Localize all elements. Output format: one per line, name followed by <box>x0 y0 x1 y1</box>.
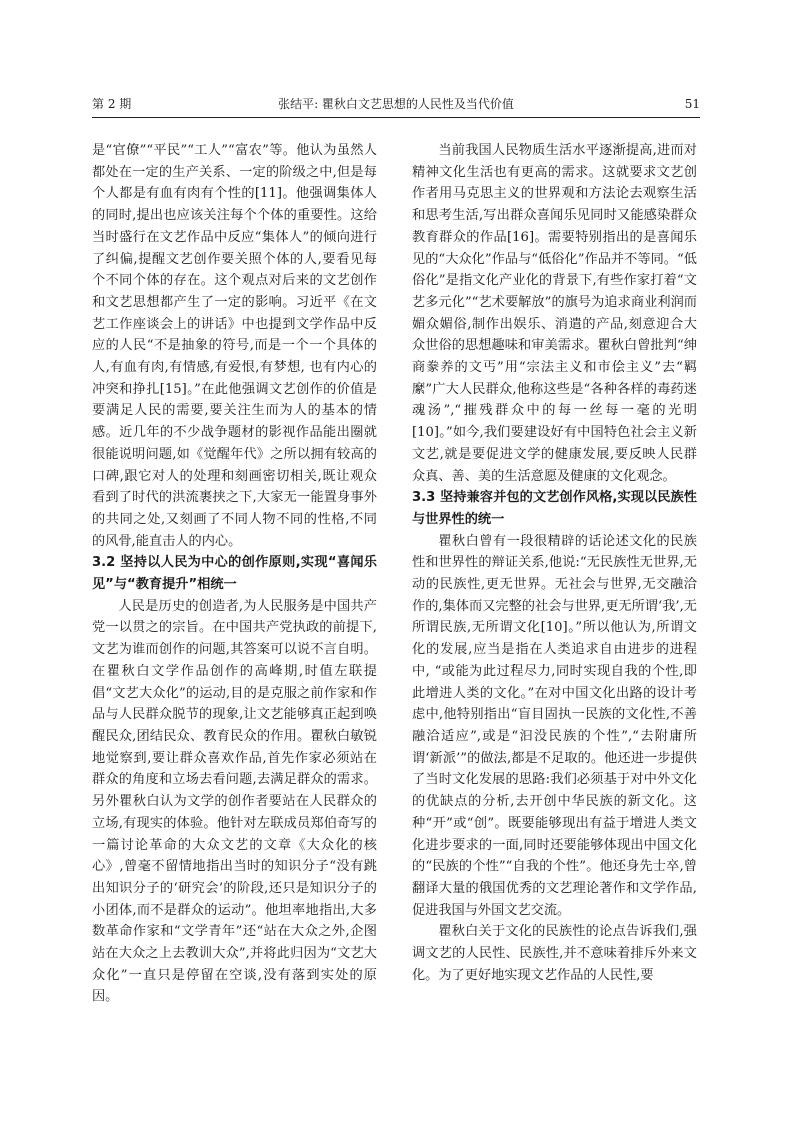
paragraph: 瞿秋白曾有一段很精辟的话论述文化的民族性和世界性的辩证关系,他说:“无民族性无世界,无动的民族性,更无世界。无社会与世界,无交融洽作的,集体而又完整的社会与世界,更无所谓‘我’,无所谓民族,无所谓文化[10]。”所以他认为,所谓文化的发展,应当是指在人类追求自由进步的进程中, “或能为此过程尽力,同时实现自我的个性,即此增进人类的文化。”在对中国文化出路的设计考虑中,他特别指出“盲目固执一民族的文化性,不善融洽适应”,或是“汩没民族的个性”,“去附庸所谓‘新派’”的做法,都是不足取的。他还进一步提供了当时文化发展的思路:我们必须基于对中外文化的优缺点的分析,去开创中华民族的新文化。这种“开”或“创”。既要能够现出有益于增进人类文化进步要求的一面,同时还要能够体现出中国文化的“民族的个性”“自我的个性”。他还身先士卒,曾翻译大量的俄国优秀的文艺理论著作和文学作品,促进我国与外国文艺交流。 <box>412 533 697 918</box>
paragraph: 是“官僚”“平民”“工人”“富农”等。他认为虽然人都处在一定的生产关系、一定的阶级之中,但是每个人都是有血有肉有个性的[11]。他强调集体人的同时,提出也应该关注每个个体的重要性。这给当时盛行在文艺作品中反应“集体人”的倾向进行了纠偏,提醒文艺创作要关照个体的人,要看见每个不同个体的存在。这个观点对后来的文艺创作和文艺思想都产生了一定的影响。习近平《在文艺工作座谈会上的讲话》中也提到文学作品中反应的人民“不是抽象的符号,而是一个一个具体的人,有血有肉,有情感,有爱恨,有梦想, 也有内心的冲突和挣扎[15]。”在此他强调文艺创作的价值是要满足人民的需要,要关注生而为人的基本的情感。近几年的不少战争题材的影视作品能出圈就很能说明问题,如《觉醒年代》之所以拥有较高的口碑,跟它对人的处理和刻画密切相关,既让观众看到了时代的洪流裹挟之下,大家无一能置身事外的共同之处,又刻画了不同人物不同的性格,不同的风骨,能直击人的内心。 <box>92 143 377 549</box>
section-heading-3-3: 3.3 坚持兼容并包的文艺创作风格,实现以民族性与世界性的统一 <box>412 490 697 527</box>
header-rule <box>92 117 700 118</box>
running-header <box>92 94 700 114</box>
right-column <box>412 140 697 986</box>
paragraph: 当前我国人民物质生活水平逐渐提高,进而对精神文化生活也有更高的需求。这就要求文艺创作者用马克思主义的世界观和方法论去观察生活和思考生活,写出群众喜闻乐见同时又能感染群众教育群众的作品[16]。需要特别指出的是喜闻乐见的“大众化”作品与“低俗化”作品并不等同。“低俗化”是指文化产业化的背景下,有些作家打着“文艺多元化”“艺术要解放”的旗号为追求商业利润而媚众媚俗,制作出娱乐、消遣的产品,刻意迎合大众世俗的思想趣味和审美需求。瞿秋白曾批判“绅商豢养的文丐”用“宗法主义和市侩主义”去“羁縻”广大人民群众,他称这些是“各种各样的毒药迷魂汤”,“摧残群众中的每一丝每一毫的光明[10]。”如今,我们要建设好有中国特色社会主义新文艺,就是要促进文学的健康发展,要反映人民群众真、善、美的生活意愿及健康的文化观念。 <box>412 143 697 484</box>
page-number: 51 <box>684 97 700 111</box>
paragraph: 人民是历史的创造者,为人民服务是中国共产党一以贯之的宗旨。在中国共产党执政的前提下,文艺为谁而创作的问题,其答案可以说不言自明。在瞿秋白文学作品创作的高峰期,时值左联提倡“文艺大众化”的运动,目的是克服之前作家和作品与人民群众脱节的现象,让文艺能够真正起到唤醒民众,团结民众、教育民众的作用。瞿秋白敏锐地觉察到,要让群众喜欢作品,首先作家必须站在群众的角度和立场去看问题,去满足群众的需求。另外瞿秋白认为文学的创作者要站在人民群众的立场,有现实的体验。他针对左联成员郑伯奇写的一篇讨论革命的大众文艺的文章《大众化的核心》,曾毫不留情地指出当时的知识分子“没有跳出知识分子的‘研究会’的阶段,还只是知识分子的小团体,而不是群众的运动”。他坦率地指出,大多数革命作家和“文学青年”还“站在大众之外,企图站在大众之上去教训大众”,并将此归因为“文艺大众化”一直只是停留在空谈,没有落到实处的原因。 <box>92 598 377 1005</box>
left-column <box>92 140 377 1008</box>
paragraph: 瞿秋白关于文化的民族性的论点告诉我们,强调文艺的人民性、民族性,并不意味着排斥外来文化。为了更好地实现文艺作品的人民性,要 <box>412 924 697 983</box>
section-heading-3-2: 3.2 坚持以人民为中心的创作原则,实现“喜闻乐见”与“教育提升”相统一 <box>92 555 377 593</box>
running-title: 张结平: 瞿秋白文艺思想的人民性及当代价值 <box>278 97 514 111</box>
issue-number: 第 2 期 <box>92 97 132 111</box>
